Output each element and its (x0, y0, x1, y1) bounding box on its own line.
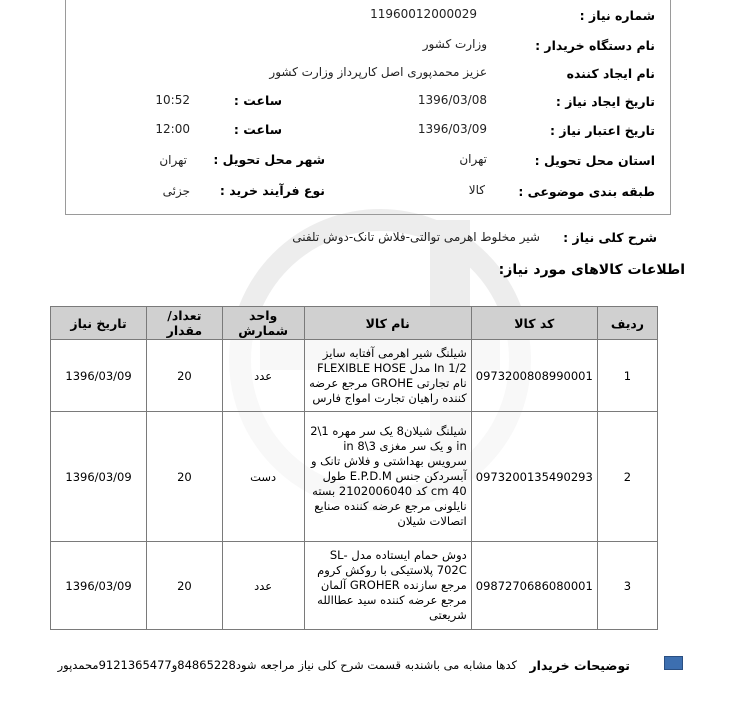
valid-date-label: تاریخ اعتبار نیاز : (550, 123, 655, 138)
cell-need-date: 1396/03/09 (51, 542, 147, 630)
city-label: شهر محل تحویل : (213, 152, 325, 167)
header-item-name: نام کالا (304, 307, 471, 340)
buyer-org-label: نام دستگاه خریدار : (535, 38, 655, 53)
cell-row-number: 3 (597, 542, 657, 630)
process-label: نوع فرآیند خرید : (219, 183, 325, 198)
valid-time-label: ساعت : (233, 122, 282, 137)
cell-need-date: 1396/03/09 (51, 412, 147, 542)
cell-need-date: 1396/03/09 (51, 340, 147, 412)
province-value: تهران (459, 152, 487, 166)
items-section-title: اطلاعات کالاهای مورد نیاز: (498, 262, 685, 278)
header-row-number: ردیف (597, 307, 657, 340)
cell-item-name: شیلنگ شیلان8 یک سر مهره 1\2 in و یک سر مغزی 3\8 in سرویس بهداشتی و فلاش تانک و آبسردکن جنس E.P.D.M طول 40 cm کد 2102006040 بسته نایلونی مرجع عرضه کننده صنایع اتصالات شیلان (304, 412, 471, 542)
process-value: جزئی (162, 184, 190, 198)
creator-value: عزیز محمدپوری اصل کارپرداز وزارت کشور (269, 65, 487, 79)
header-unit: واحد شمارش (222, 307, 304, 340)
need-number-label: شماره نیاز : (579, 8, 655, 23)
table-row (51, 340, 658, 412)
category-value: کالا (468, 183, 485, 197)
cell-quantity: 20 (147, 542, 223, 630)
table-row (51, 412, 658, 542)
category-label: طبقه بندی موضوعی : (518, 184, 655, 199)
cell-item-code: 0987270686080001 (471, 542, 597, 630)
creator-label: نام ایجاد کننده (566, 66, 655, 81)
created-time-label: ساعت : (233, 93, 282, 108)
created-date-value: 1396/03/08 (417, 93, 487, 107)
cell-item-name: شیلنگ شیر اهرمی آفتابه سایز In 1/2 مدل FLEXIBLE HOSE نام تجارتی GROHE مرجع عرضه کننده راهیان تجارت امواج فارس (304, 340, 471, 412)
cell-unit: عدد (222, 542, 304, 630)
cell-unit: دست (222, 412, 304, 542)
valid-time-value: 12:00 (155, 122, 190, 136)
cell-item-code: 0973200808990001 (471, 340, 597, 412)
cell-item-name: دوش حمام ایستاده مدل -SL 702C پلاستیکی با روکش کروم مرجع سازنده GROHER آلمان مرجع عرضه کننده سید عطاالله شریعتی (304, 542, 471, 630)
created-date-label: تاریخ ایجاد نیاز : (555, 94, 655, 109)
created-time-value: 10:52 (155, 93, 190, 107)
cell-quantity: 20 (147, 340, 223, 412)
header-quantity: تعداد/ مقدار (147, 307, 223, 340)
description-label: شرح کلی نیاز : (563, 230, 657, 245)
buyer-notes-value: کدها مشابه می باشندبه قسمت شرح کلی نیاز مراجعه شود84865228و9121365477محمدپور (57, 658, 517, 672)
need-number-value: 11960012000029 (370, 7, 477, 21)
city-value: تهران (159, 153, 187, 167)
buyer-notes-label: توضیحات خریدار (529, 658, 630, 673)
cell-unit: عدد (222, 340, 304, 412)
table-row (51, 542, 658, 630)
province-label: استان محل تحویل : (534, 153, 655, 168)
buyer-org-value: وزارت کشور (422, 37, 487, 51)
cell-quantity: 20 (147, 412, 223, 542)
cell-row-number: 1 (597, 340, 657, 412)
notes-square-icon (664, 656, 683, 670)
valid-date-value: 1396/03/09 (417, 122, 487, 136)
table-header-row (51, 307, 658, 340)
cell-item-code: 0973200135490293 (471, 412, 597, 542)
header-need-date: تاریخ نیاز (51, 307, 147, 340)
items-table (50, 306, 658, 630)
cell-row-number: 2 (597, 412, 657, 542)
header-item-code: کد کالا (471, 307, 597, 340)
description-value: شیر مخلوط اهرمی توالتی-فلاش تانک-دوش تلفنی (292, 230, 540, 244)
